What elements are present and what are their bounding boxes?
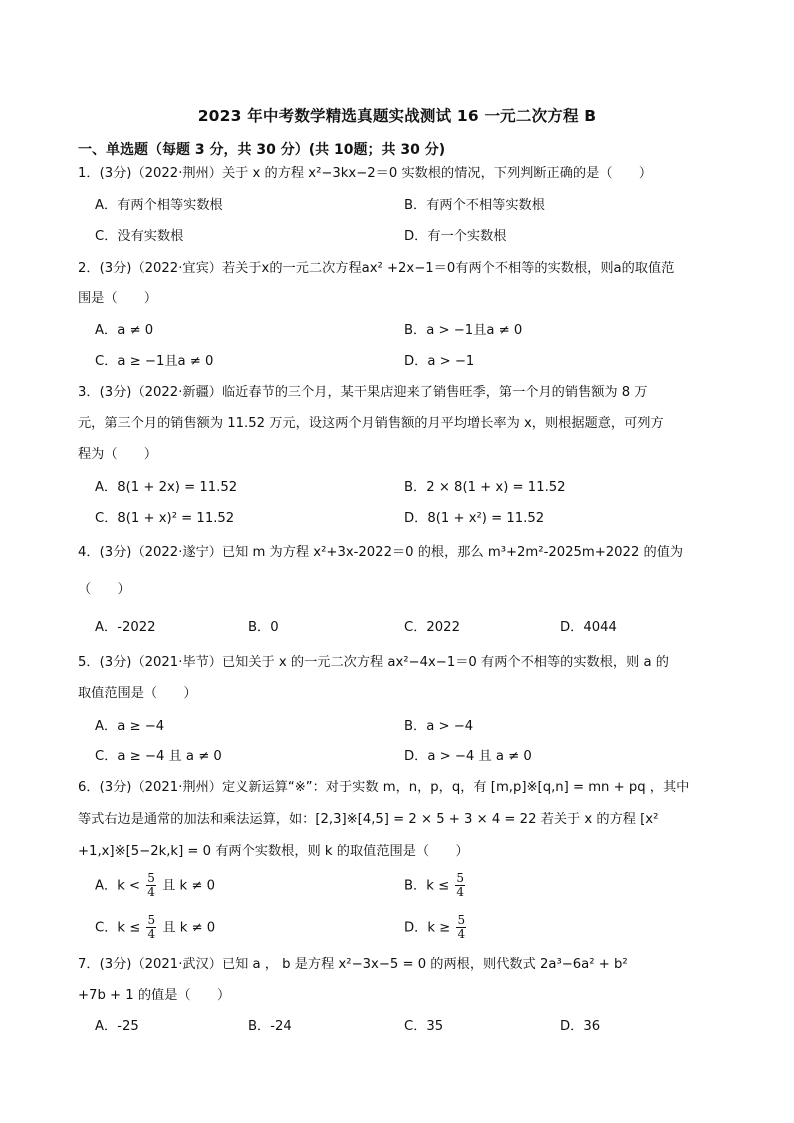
- question-3-stem-line-3: 程为（ ）: [78, 447, 158, 462]
- fraction-denominator: 4: [457, 927, 466, 941]
- fraction-denominator: 4: [147, 885, 155, 899]
- question-1-stem: 1．(3分)（2022·荆州）关于 x 的方程 x²−3kx−2＝0 实数根的情况，下列判断正确的是（ ）: [78, 166, 653, 181]
- question-2-stem-line-2: 围是（ ）: [78, 291, 158, 306]
- option-c-prefix: C．k ≤: [95, 920, 141, 936]
- question-5-stem-line-2: 取值范围是（ ）: [78, 686, 197, 701]
- question-5-option-a[interactable]: A．a ≥ −4: [95, 719, 165, 734]
- fraction-denominator: 4: [147, 927, 156, 941]
- question-2-option-a[interactable]: A．a ≠ 0: [95, 323, 154, 338]
- question-3-option-d[interactable]: D．8(1 + x²) = 11.52: [404, 511, 545, 526]
- fraction-denominator: 4: [456, 885, 464, 899]
- question-7-option-a[interactable]: A．-25: [95, 1019, 139, 1034]
- question-4-stem-line-2: （ ）: [78, 582, 131, 597]
- question-6-option-b[interactable]: [404, 872, 467, 899]
- question-4-option-a[interactable]: A．-2022: [95, 620, 156, 635]
- fraction-numerator: 5: [457, 913, 466, 927]
- question-2-option-c[interactable]: C．a ≥ −1且a ≠ 0: [95, 354, 214, 369]
- question-7-stem-line-2: +7b + 1 的值是（ ）: [78, 988, 231, 1003]
- question-3-option-a[interactable]: A．8(1 + 2x) = 11.52: [95, 480, 238, 495]
- section-heading: 一、单选题（每题 3 分，共 30 分）(共 10题；共 30 分): [78, 142, 446, 158]
- fraction-five-quarters: [146, 872, 156, 899]
- question-1-option-c[interactable]: C．没有实数根: [95, 229, 184, 244]
- question-4-option-d[interactable]: D．4044: [560, 620, 617, 635]
- question-5-option-b[interactable]: B．a > −4: [404, 719, 474, 734]
- fraction-five-quarters: [455, 872, 465, 899]
- question-5-option-d[interactable]: D．a > −4 且 a ≠ 0: [404, 749, 532, 764]
- fraction-numerator: 5: [147, 871, 155, 885]
- question-6-option-c[interactable]: [95, 914, 215, 941]
- question-5-option-c[interactable]: C．a ≥ −4 且 a ≠ 0: [95, 749, 222, 764]
- question-1-option-a[interactable]: A．有两个相等实数根: [95, 198, 223, 213]
- option-a-suffix: 且 k ≠ 0: [162, 878, 215, 894]
- question-7-option-d[interactable]: D．36: [560, 1019, 601, 1034]
- question-3-option-b[interactable]: B．2 × 8(1 + x) = 11.52: [404, 480, 566, 495]
- question-4-option-c[interactable]: C．2022: [404, 620, 460, 635]
- question-7-stem-line-1: 7．(3分)（2021·武汉）已知 a ， b 是方程 x²−3x−5 = 0 的两根，则代数式 2a³−6a² + b²: [78, 957, 628, 972]
- question-6-option-a[interactable]: [95, 872, 215, 899]
- question-4-stem-line-1: 4．(3分)（2022·遂宁）已知 m 为方程 x²+3x-2022＝0 的根，那么 m³+2m²-2025m+2022 的值为: [78, 545, 684, 560]
- question-2-option-d[interactable]: D．a > −1: [404, 354, 475, 369]
- question-4-option-b[interactable]: B．0: [248, 620, 279, 635]
- question-7-option-c[interactable]: C．35: [404, 1019, 444, 1034]
- option-c-suffix: 且 k ≠ 0: [162, 920, 216, 936]
- question-2-stem-line-1: 2．(3分)（2022·宜宾）若关于x的一元二次方程ax² +2x−1＝0有两个不相等的实数根，则a的取值范: [78, 261, 675, 276]
- question-7-option-b[interactable]: B．-24: [248, 1019, 292, 1034]
- question-3-option-c[interactable]: C．8(1 + x)² = 11.52: [95, 511, 235, 526]
- fraction-numerator: 5: [147, 913, 156, 927]
- question-6-stem-line-2: 等式右边是通常的加法和乘法运算，如：[2,3]※[4,5] = 2 × 5 + 3 × 4 = 22 若关于 x 的方程 [x²: [78, 812, 659, 827]
- question-1-option-b[interactable]: B．有两个不相等实数根: [404, 198, 545, 213]
- fraction-numerator: 5: [456, 871, 464, 885]
- option-a-prefix: A．k <: [95, 878, 141, 894]
- option-d-prefix: D．k ≥: [404, 920, 451, 936]
- question-1-option-d[interactable]: D．有一个实数根: [404, 229, 507, 244]
- fraction-five-quarters: [456, 914, 466, 941]
- question-3-stem-line-1: 3．(3分)（2022·新疆）临近春节的三个月，某干果店迎来了销售旺季，第一个月的销售额为 8 万: [78, 385, 648, 400]
- option-b-prefix: B．k ≤: [404, 878, 450, 894]
- question-6-option-d[interactable]: [404, 914, 468, 941]
- question-6-stem-line-3: +1,x]※[5−2k,k] = 0 有两个实数根，则 k 的取值范围是（ ）: [78, 844, 469, 859]
- page-title: 2023 年中考数学精选真题实战测试 16 一元二次方程 B: [197, 107, 597, 125]
- question-2-option-b[interactable]: B．a > −1且a ≠ 0: [404, 323, 523, 338]
- fraction-five-quarters: [146, 914, 156, 941]
- question-5-stem-line-1: 5．(3分)（2021·毕节）已知关于 x 的一元二次方程 ax²−4x−1＝0 有两个不相等的实数根，则 a 的: [78, 655, 669, 670]
- question-3-stem-line-2: 元，第三个月的销售额为 11.52 万元，设这两个月销售额的月平均增长率为 x，则根据题意，可列方: [78, 416, 664, 431]
- question-6-stem-line-1: 6．(3分)（2021·荆州）定义新运算“※”：对于实数 m，n，p，q，有 [m,p]※[q,n] = mn + pq ，其中: [78, 780, 690, 795]
